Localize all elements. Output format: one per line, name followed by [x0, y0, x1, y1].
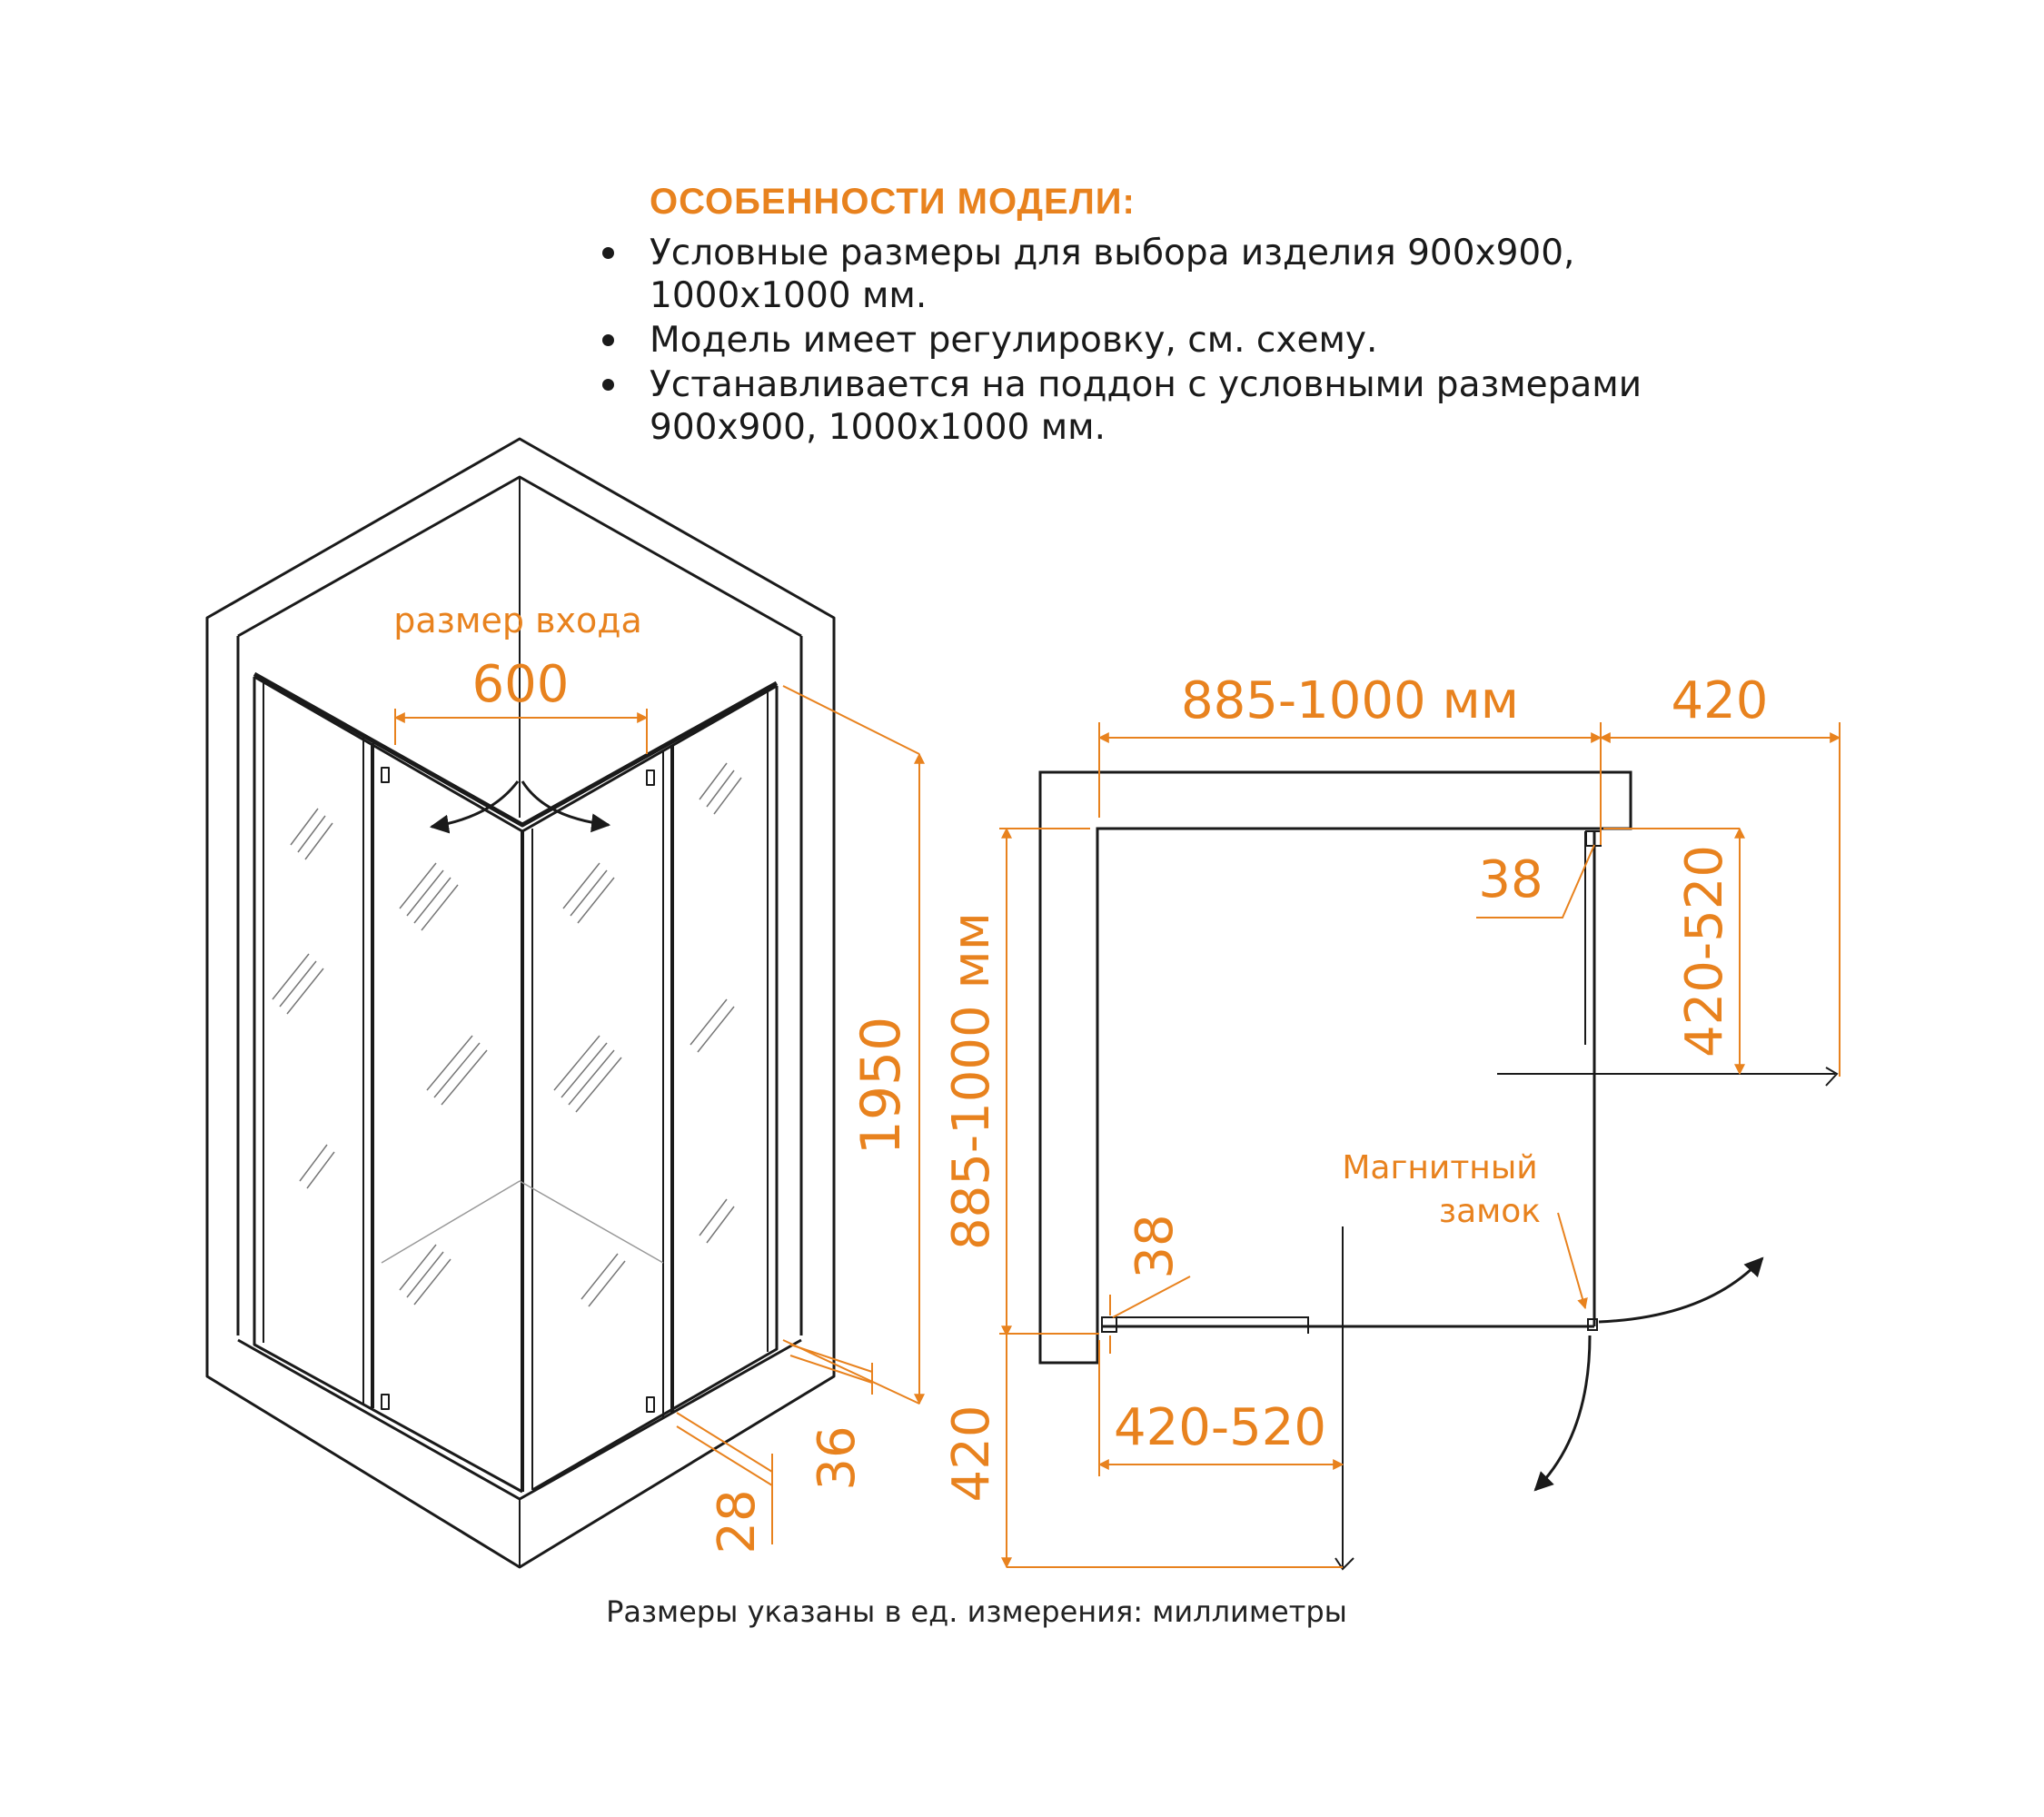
dimension-36: 36: [808, 1425, 867, 1491]
right-glass-panel: [522, 686, 777, 1490]
left-glass-panel: [254, 677, 532, 1492]
entrance-label: размер входа: [393, 601, 642, 640]
magnet-lock-label: замок: [1438, 1193, 1542, 1230]
feature-item: Модель имеет регулировку, см. схему.: [600, 319, 1781, 362]
door-swing-arc-right: [1599, 1258, 1762, 1322]
plan-door-offset-left: 420: [942, 1405, 1001, 1503]
entrance-width: 600: [471, 655, 570, 714]
units-note: Размеры указаны в ед. измерения: миллиметры: [606, 1594, 1347, 1629]
features-title: ОСОБЕННОСТИ МОДЕЛИ:: [650, 182, 1136, 222]
plan-adjust-bottom: 420-520: [1114, 1398, 1326, 1457]
handle: [382, 1395, 389, 1409]
plan-depth-dimension: 885-1000 мм: [942, 912, 1001, 1250]
height-dimension: 1950: [849, 1016, 913, 1156]
feature-item: Условные размеры для выбора изделия 900x900, 1000x1000 мм.: [600, 232, 1781, 317]
dimension-28: 28: [708, 1489, 767, 1554]
door-swing-arc-bottom: [1535, 1335, 1590, 1490]
handle: [382, 768, 389, 782]
plan-gap-top: 38: [1478, 850, 1543, 909]
plan-door-offset-top: 420: [1671, 671, 1769, 730]
plan-width-dimension: 885-1000 мм: [1181, 671, 1519, 730]
plan-gap-left: 38: [1126, 1214, 1185, 1279]
shower-tray: [238, 1340, 801, 1499]
magnet-lock-label: Магнитный: [1342, 1149, 1538, 1187]
handle: [647, 770, 654, 785]
left-fixing: [1102, 1317, 1116, 1332]
handle: [647, 1397, 654, 1412]
plan-adjust-right: 420-520: [1675, 845, 1734, 1057]
feature-item: Устанавливается на поддон с условными размерами 900x900, 1000x1000 мм.: [600, 363, 1781, 449]
